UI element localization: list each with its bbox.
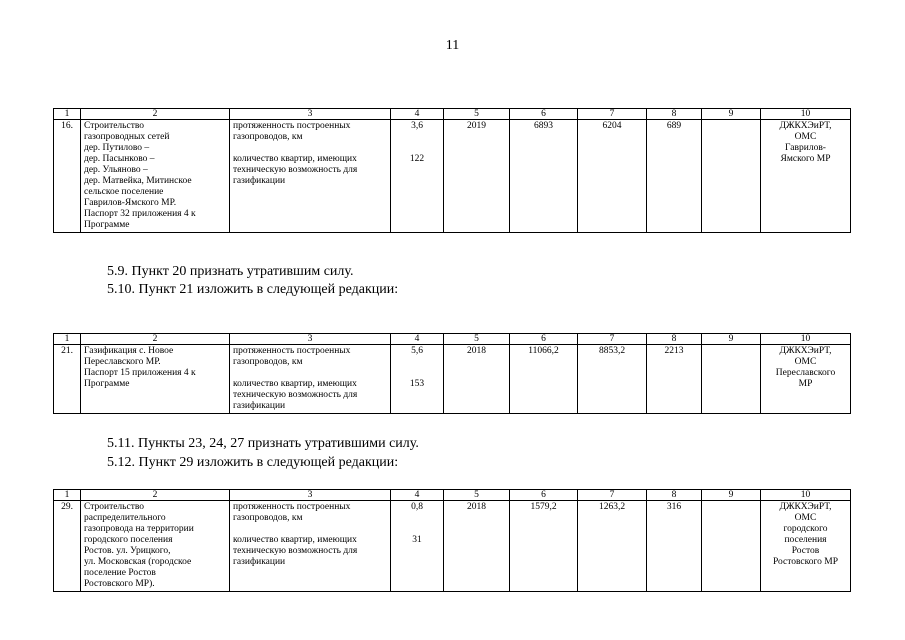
object-name-line: Строительство (84, 502, 145, 512)
object-name-line: Гаврилов-Ямского МР. (84, 198, 177, 208)
total-cell: 1579,2 (510, 501, 578, 592)
col9-cell (702, 120, 761, 233)
value-cell (391, 501, 444, 592)
indicator2-line: техническую возможность для (233, 165, 358, 175)
col-header-7: 7 (578, 334, 647, 345)
object-name-cell (81, 501, 230, 592)
indicator-cell (230, 345, 391, 414)
row-number-cell: 16. (54, 120, 81, 233)
value1: 5,6 (411, 346, 423, 356)
executor-line: ДЖКХЭиРТ, (779, 346, 832, 356)
col-header-1: 1 (54, 334, 81, 345)
executor-cell (761, 120, 851, 233)
value-cell (391, 345, 444, 414)
col8-cell: 2213 (647, 345, 702, 414)
object-name-line: поселение Ростов (84, 568, 156, 578)
col8-cell: 316 (647, 501, 702, 592)
object-name-cell (81, 120, 230, 233)
total-cell: 11066,2 (510, 345, 578, 414)
executor-line: поселения (784, 535, 827, 545)
indicator2-line: газификации (233, 557, 286, 567)
col-header-6: 6 (510, 109, 578, 120)
col-header-6: 6 (510, 490, 578, 501)
executor-line: ОМС (794, 513, 817, 523)
paragraph-5-12: 5.12. Пункт 29 изложить в следующей редакции: (107, 455, 399, 470)
object-name-line: Переславского МР. (84, 357, 161, 367)
executor-cell (761, 345, 851, 414)
executor-line: ДЖКХЭиРТ, (779, 502, 832, 512)
indicator1-line: протяженность построенных (233, 121, 351, 131)
col-header-2: 2 (81, 334, 230, 345)
indicator2-line: количество квартир, имеющих (233, 154, 357, 164)
table-item-16 (53, 108, 851, 233)
spacer (394, 132, 440, 154)
indicator2-line: газификации (233, 176, 286, 186)
value1: 3,6 (411, 121, 423, 131)
object-name-line: Паспорт 15 приложения 4 к (84, 368, 196, 378)
executor-line: ОМС (794, 357, 817, 367)
table-item-21 (53, 333, 851, 414)
col-header-10: 10 (761, 109, 851, 120)
year-cell: 2018 (444, 501, 510, 592)
col-header-8: 8 (647, 109, 702, 120)
col-header-9: 9 (702, 109, 761, 120)
total-cell: 6893 (510, 120, 578, 233)
object-name-line: Программе (84, 220, 130, 230)
executor-line: Гаврилов- (785, 143, 826, 153)
indicator2-line: газификации (233, 401, 286, 411)
object-name-line: распределительного (84, 513, 166, 523)
col-header-8: 8 (647, 490, 702, 501)
value2: 31 (412, 535, 422, 545)
indicator2-line: количество квартир, имеющих (233, 379, 357, 389)
paragraph-5-10: 5.10. Пункт 21 изложить в следующей редакции: (107, 282, 399, 297)
paragraph-5-11: 5.11. Пункты 23, 24, 27 признать утратившими силу. (107, 436, 419, 451)
year-cell: 2019 (444, 120, 510, 233)
executor-line: ОМС (794, 132, 817, 142)
col-header-10: 10 (761, 334, 851, 345)
indicator1-line: газопроводов, км (233, 357, 303, 367)
page-number: 11 (445, 38, 460, 53)
indicator2-line: техническую возможность для (233, 546, 358, 556)
indicator1-line: протяженность построенных (233, 346, 351, 356)
paragraph-5-9: 5.9. Пункт 20 признать утратившим силу. (107, 264, 354, 279)
executor-line: МР (798, 379, 813, 389)
executor-line: Переславского (775, 368, 836, 378)
table-item-29 (53, 489, 851, 592)
spacer (394, 357, 440, 379)
spacer (233, 368, 387, 379)
executor-line: ДЖКХЭиРТ, (779, 121, 832, 131)
col-header-1: 1 (54, 490, 81, 501)
object-name-line: сельское поселение (84, 187, 164, 197)
col-header-4: 4 (391, 334, 444, 345)
row-number-cell: 29. (54, 501, 81, 592)
object-name-cell (81, 345, 230, 414)
col-header-5: 5 (444, 334, 510, 345)
indicator-cell (230, 120, 391, 233)
object-name-line: Ростов. ул. Урицкого, (84, 546, 171, 556)
object-name-line: дер. Путилово – (84, 143, 150, 153)
executor-line: Ростов (791, 546, 820, 556)
object-name-line: газопроводных сетей (84, 132, 170, 142)
indicator1-line: протяженность построенных (233, 502, 351, 512)
object-name-line: Ростовского МР). (84, 579, 155, 589)
col7-cell: 1263,2 (578, 501, 647, 592)
spacer (394, 513, 440, 535)
executor-line: городского (783, 524, 828, 534)
object-name-line: дер. Пасынково – (84, 154, 155, 164)
table-row (54, 120, 851, 233)
executor-cell (761, 501, 851, 592)
value2: 153 (409, 379, 425, 389)
spacer (233, 143, 387, 154)
indicator1-line: газопроводов, км (233, 132, 303, 142)
object-name-line: дер. Матвейка, Митинское (84, 176, 192, 186)
object-name-line: городского поселения (84, 535, 173, 545)
spacer (233, 524, 387, 535)
col-header-4: 4 (391, 109, 444, 120)
col-header-9: 9 (702, 490, 761, 501)
object-name-line: Газификация с. Новое (84, 346, 174, 356)
table-header-row (54, 334, 851, 345)
col-header-10: 10 (761, 490, 851, 501)
object-name-line: Программе (84, 379, 130, 389)
object-name-line: Строительство (84, 121, 145, 131)
value-cell (391, 120, 444, 233)
col-header-1: 1 (54, 109, 81, 120)
indicator2-line: техническую возможность для (233, 390, 358, 400)
table-header-row (54, 490, 851, 501)
col-header-7: 7 (578, 490, 647, 501)
col-header-3: 3 (230, 334, 391, 345)
object-name-line: газопровода на территории (84, 524, 194, 534)
col7-cell: 6204 (578, 120, 647, 233)
indicator-cell (230, 501, 391, 592)
col-header-3: 3 (230, 109, 391, 120)
value2: 122 (409, 154, 425, 164)
col9-cell (702, 345, 761, 414)
table-row (54, 345, 851, 414)
object-name-line: дер. Ульяново – (84, 165, 148, 175)
year-cell: 2018 (444, 345, 510, 414)
indicator1-line: газопроводов, км (233, 513, 303, 523)
object-name-line: ул. Московская (городское (84, 557, 192, 567)
col-header-5: 5 (444, 490, 510, 501)
indicator2-line: количество квартир, имеющих (233, 535, 357, 545)
executor-line: Ростовского МР (772, 557, 839, 567)
row-number-cell: 21. (54, 345, 81, 414)
col-header-9: 9 (702, 334, 761, 345)
col7-cell: 8853,2 (578, 345, 647, 414)
table-row (54, 501, 851, 592)
table-header-row (54, 109, 851, 120)
col8-cell: 689 (647, 120, 702, 233)
col-header-2: 2 (81, 490, 230, 501)
value1: 0,8 (411, 502, 423, 512)
col-header-8: 8 (647, 334, 702, 345)
executor-line: Ямского МР (780, 154, 831, 164)
col-header-5: 5 (444, 109, 510, 120)
col-header-7: 7 (578, 109, 647, 120)
col-header-3: 3 (230, 490, 391, 501)
col9-cell (702, 501, 761, 592)
col-header-2: 2 (81, 109, 230, 120)
col-header-4: 4 (391, 490, 444, 501)
col-header-6: 6 (510, 334, 578, 345)
object-name-line: Паспорт 32 приложения 4 к (84, 209, 196, 219)
